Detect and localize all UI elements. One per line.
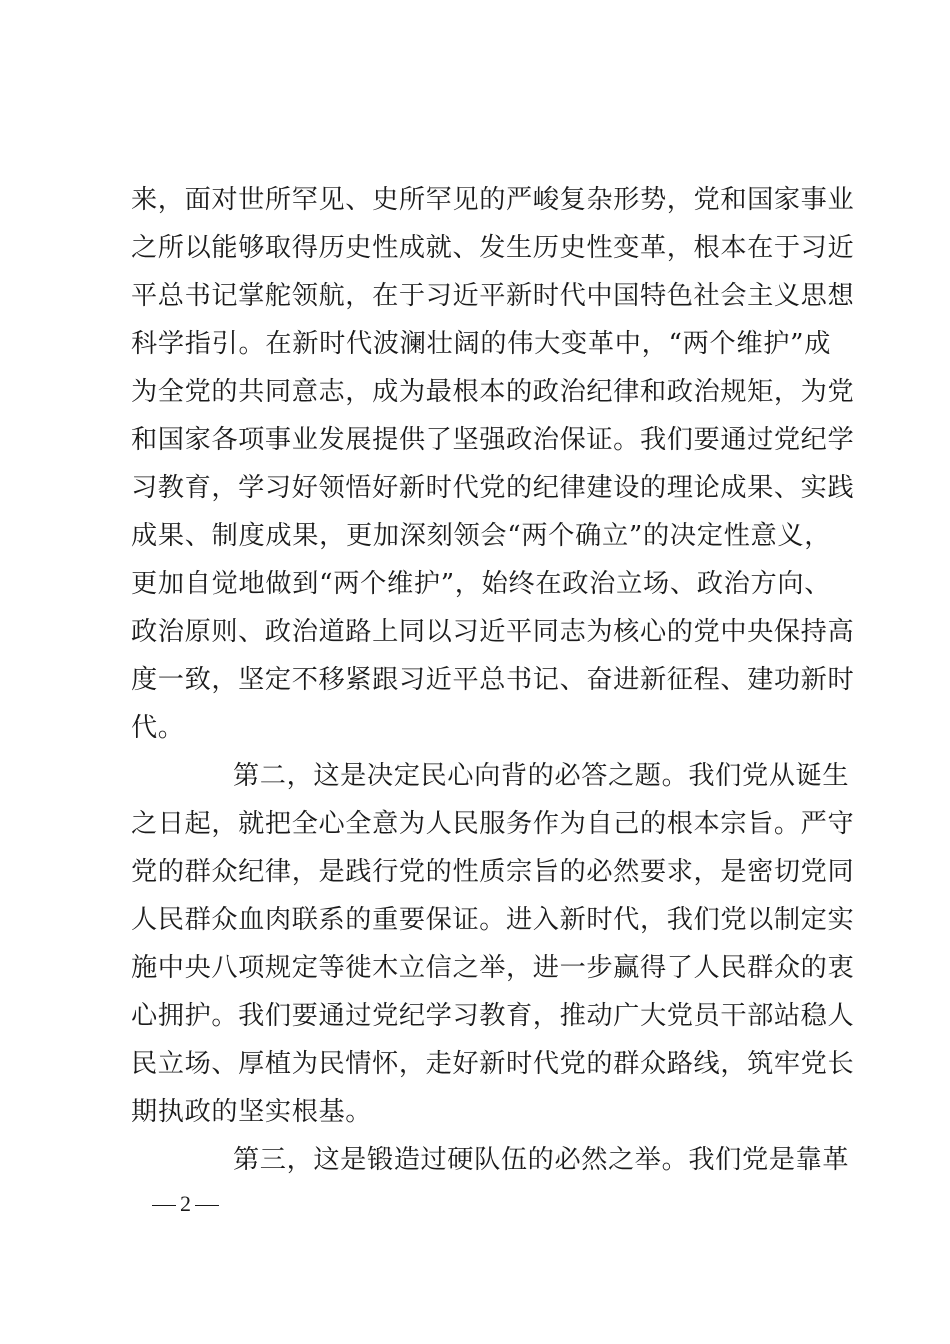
- text-line: 来，面对世所罕见、史所罕见的严峻复杂形势，党和国家事业: [131, 185, 855, 215]
- text-line: 更加自觉地做到“两个维护”，始终在政治立场、政治方向、: [131, 569, 831, 599]
- paragraph-first-line: 第二，这是决定民心向背的必答之题。我们党从诞生: [233, 761, 850, 791]
- text-line: 平总书记掌舵领航，在于习近平新时代中国特色社会主义思想: [131, 281, 855, 311]
- dash-right: [195, 1205, 219, 1206]
- text-line: 度一致，坚定不移紧跟习近平总书记、奋进新征程、建功新时: [131, 665, 855, 695]
- text-line: 期执政的坚实根基。: [131, 1097, 373, 1127]
- paragraph-first-line: 第三，这是锻造过硬队伍的必然之举。我们党是靠革: [233, 1145, 850, 1175]
- text-line: 科学指引。在新时代波澜壮阔的伟大变革中，“两个维护”成: [131, 329, 831, 359]
- page-number: 2: [180, 1191, 191, 1216]
- text-line: 党的群众纪律，是践行党的性质宗旨的必然要求，是密切党同: [131, 857, 855, 887]
- text-line: 之所以能够取得历史性成就、发生历史性变革，根本在于习近: [131, 233, 855, 263]
- text-line: 代。: [131, 713, 185, 743]
- text-line: 为全党的共同意志，成为最根本的政治纪律和政治规矩，为党: [131, 377, 855, 407]
- text-line: 习教育，学习好领悟好新时代党的纪律建设的理论成果、实践: [131, 473, 855, 503]
- page-footer: [148, 1190, 223, 1218]
- text-line: 和国家各项事业发展提供了坚强政治保证。我们要通过党纪学: [131, 425, 855, 455]
- text-line: 之日起，就把全心全意为人民服务作为自己的根本宗旨。严守: [131, 809, 855, 839]
- text-line: 人民群众血肉联系的重要保证。进入新时代，我们党以制定实: [131, 905, 855, 935]
- dash-left: [152, 1205, 176, 1206]
- text-line: 心拥护。我们要通过党纪学习教育，推动广大党员干部站稳人: [131, 1001, 855, 1031]
- text-line: 政治原则、政治道路上同以习近平同志为核心的党中央保持高: [131, 617, 855, 647]
- text-line: 施中央八项规定等徙木立信之举，进一步赢得了人民群众的衷: [131, 953, 855, 983]
- text-line: 成果、制度成果，更加深刻领会“两个确立”的决定性意义，: [131, 521, 831, 551]
- text-line: 民立场、厚植为民情怀，走好新时代党的群众路线，筑牢党长: [131, 1049, 855, 1079]
